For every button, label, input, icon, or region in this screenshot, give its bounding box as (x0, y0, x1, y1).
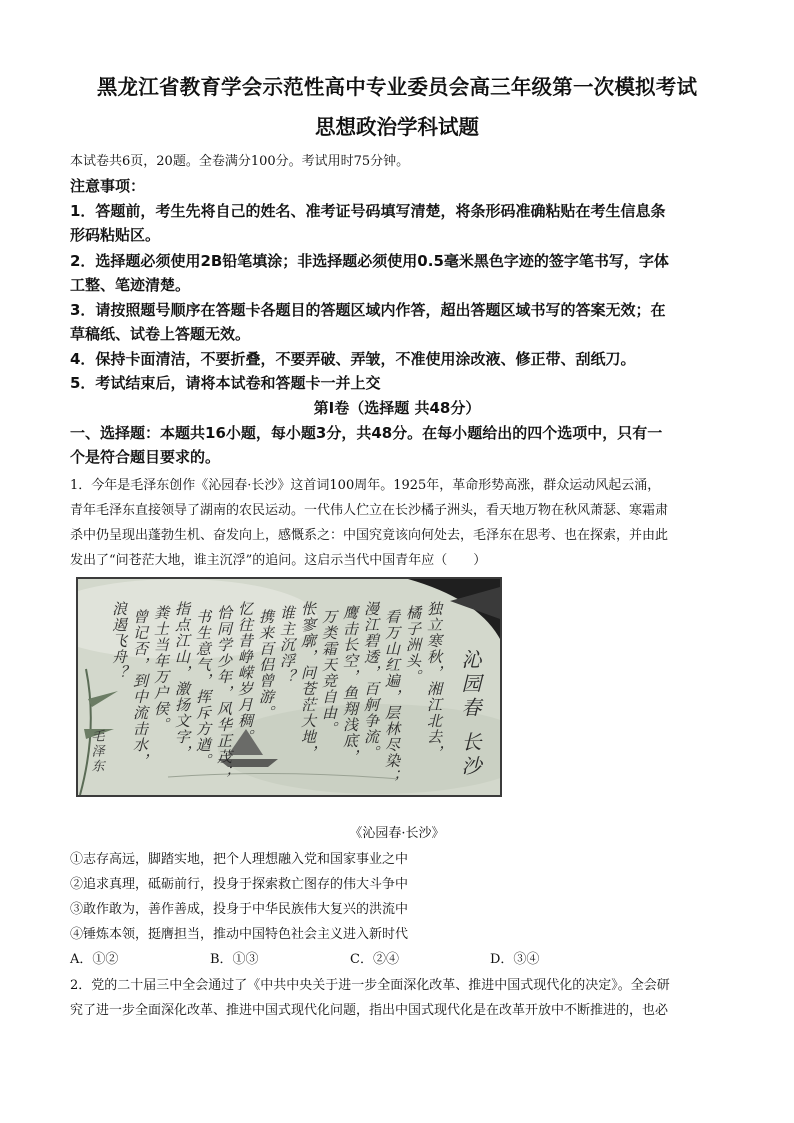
notice-line: 5．考试结束后，请将本试卷和答题卡一并上交 (70, 374, 381, 392)
question-1-text: 青年毛泽东直接领导了湖南的农民运动。一代伟人伫立在长沙橘子洲头，看天地万物在秋风萧瑟、寒霜肃 (70, 503, 669, 518)
notice-line: 工整、笔迹清楚。 (70, 276, 191, 294)
question-1-text: 1．今年是毛泽东创作《沁园春·长沙》这首词100周年。1925年，革命形势高涨，群众运动风起云涌， (70, 478, 661, 493)
calligraphy-column: 鹰击长空，鱼翔浅底， (341, 605, 359, 765)
option-c[interactable]: C．②④ (350, 952, 399, 967)
calligraphy-signature: 毛泽东 (88, 729, 104, 774)
notice-line: 草稿纸、试卷上答题无效。 (70, 325, 251, 343)
calligraphy-artwork (78, 579, 500, 795)
exam-intro: 本试卷共6页，20题。全卷满分100分。考试用时75分钟。 (70, 154, 410, 169)
notice-line: 形码粘贴区。 (70, 226, 161, 244)
section-instruction: 一、选择题：本题共16小题，每小题3分，共48分。在每小题给出的四个选项中，只有一 (70, 424, 663, 442)
calligraphy-column: 忆往昔峥嵘岁月稠。 (236, 601, 254, 745)
statement-1: ①志存高远，脚踏实地，把个人理想融入党和国家事业之中 (70, 852, 409, 867)
notice-line: 2．选择题必须使用2B铅笔填涂；非选择题必须使用0.5毫米黑色字迹的签字笔书写，字体 (70, 252, 669, 270)
notice-line: 4．保持卡面清洁，不要折叠，不要弄破、弄皱，不准使用涂改液、修正带、刮纸刀。 (70, 350, 636, 368)
calligraphy-column: 浪遏飞舟？ (110, 601, 128, 681)
option-b[interactable]: B．①③ (210, 952, 259, 967)
calligraphy-column: 恰同学少年，风华正茂； (215, 605, 233, 781)
question-1-text: 杀中仍呈现出蓬勃生机、奋发向上，感慨系之：中国究竟该向何处去，毛泽东在思考、也在探索，并由此 (70, 528, 669, 543)
notice-line: 3．请按照题号顺序在答题卡各题目的答题区域内作答，超出答题区域书写的答案无效；在 (70, 301, 666, 319)
exam-title: 黑龙江省教育学会示范性高中专业委员会高三年级第一次模拟考试 (96, 75, 698, 99)
calligraphy-column: 指点江山，激扬文字， (173, 601, 191, 761)
notice-line: 1．答题前，考生先将自己的姓名、准考证号码填写清楚，将条形码准确粘贴在考生信息条 (70, 202, 666, 220)
calligraphy-column: 万类霜天竞自由。 (320, 609, 338, 737)
section-title: 第Ⅰ卷（选择题 共48分） (313, 399, 481, 417)
calligraphy-column: 携来百侣曾游。 (257, 609, 275, 721)
image-caption: 《沁园春·长沙》 (349, 826, 445, 841)
calligraphy-column: 橘子洲头。 (404, 605, 422, 685)
calligraphy-column: 书生意气，挥斥方遒。 (194, 609, 212, 769)
question-2-text: 2．党的二十届三中全会通过了《中共中央关于进一步全面深化改革、推进中国式现代化的决定》。全会研 (70, 978, 670, 993)
statement-2: ②追求真理，砥砺前行，投身于探索救亡图存的伟大斗争中 (70, 877, 409, 892)
calligraphy-column: 怅寥廓，问苍茫大地， (299, 601, 317, 761)
calligraphy-column: 曾记否，到中流击水， (131, 609, 149, 769)
section-instruction: 个是符合题目要求的。 (70, 448, 221, 466)
exam-subtitle: 思想政治学科试题 (315, 115, 479, 139)
option-d[interactable]: D．③④ (490, 952, 540, 967)
calligraphy-column: 漫江碧透，百舸争流。 (362, 601, 380, 761)
notice-heading: 注意事项： (70, 177, 146, 195)
calligraphy-column: 独立寒秋，湘江北去， (425, 601, 443, 761)
calligraphy-column: 谁主沉浮？ (278, 605, 296, 685)
calligraphy-column: 看万山红遍，层林尽染； (383, 609, 401, 785)
question-2-text: 究了进一步全面深化改革、推进中国式现代化问题，指出中国式现代化是在改革开放中不断推进的，也必 (70, 1003, 669, 1018)
calligraphy-title: 沁园春 长沙 (458, 649, 482, 780)
calligraphy-column: 粪土当年万户侯。 (152, 605, 170, 733)
statement-4: ④锤炼本领，挺膺担当，推动中国特色社会主义进入新时代 (70, 927, 409, 942)
calligraphy-image (76, 577, 502, 797)
question-1-text: 发出了“问苍茫大地，谁主沉浮”的追问。这启示当代中国青年应（ ） (70, 553, 487, 568)
statement-3: ③敢作敢为，善作善成，投身于中华民族伟大复兴的洪流中 (70, 902, 409, 917)
option-a[interactable]: A．①② (70, 952, 119, 967)
